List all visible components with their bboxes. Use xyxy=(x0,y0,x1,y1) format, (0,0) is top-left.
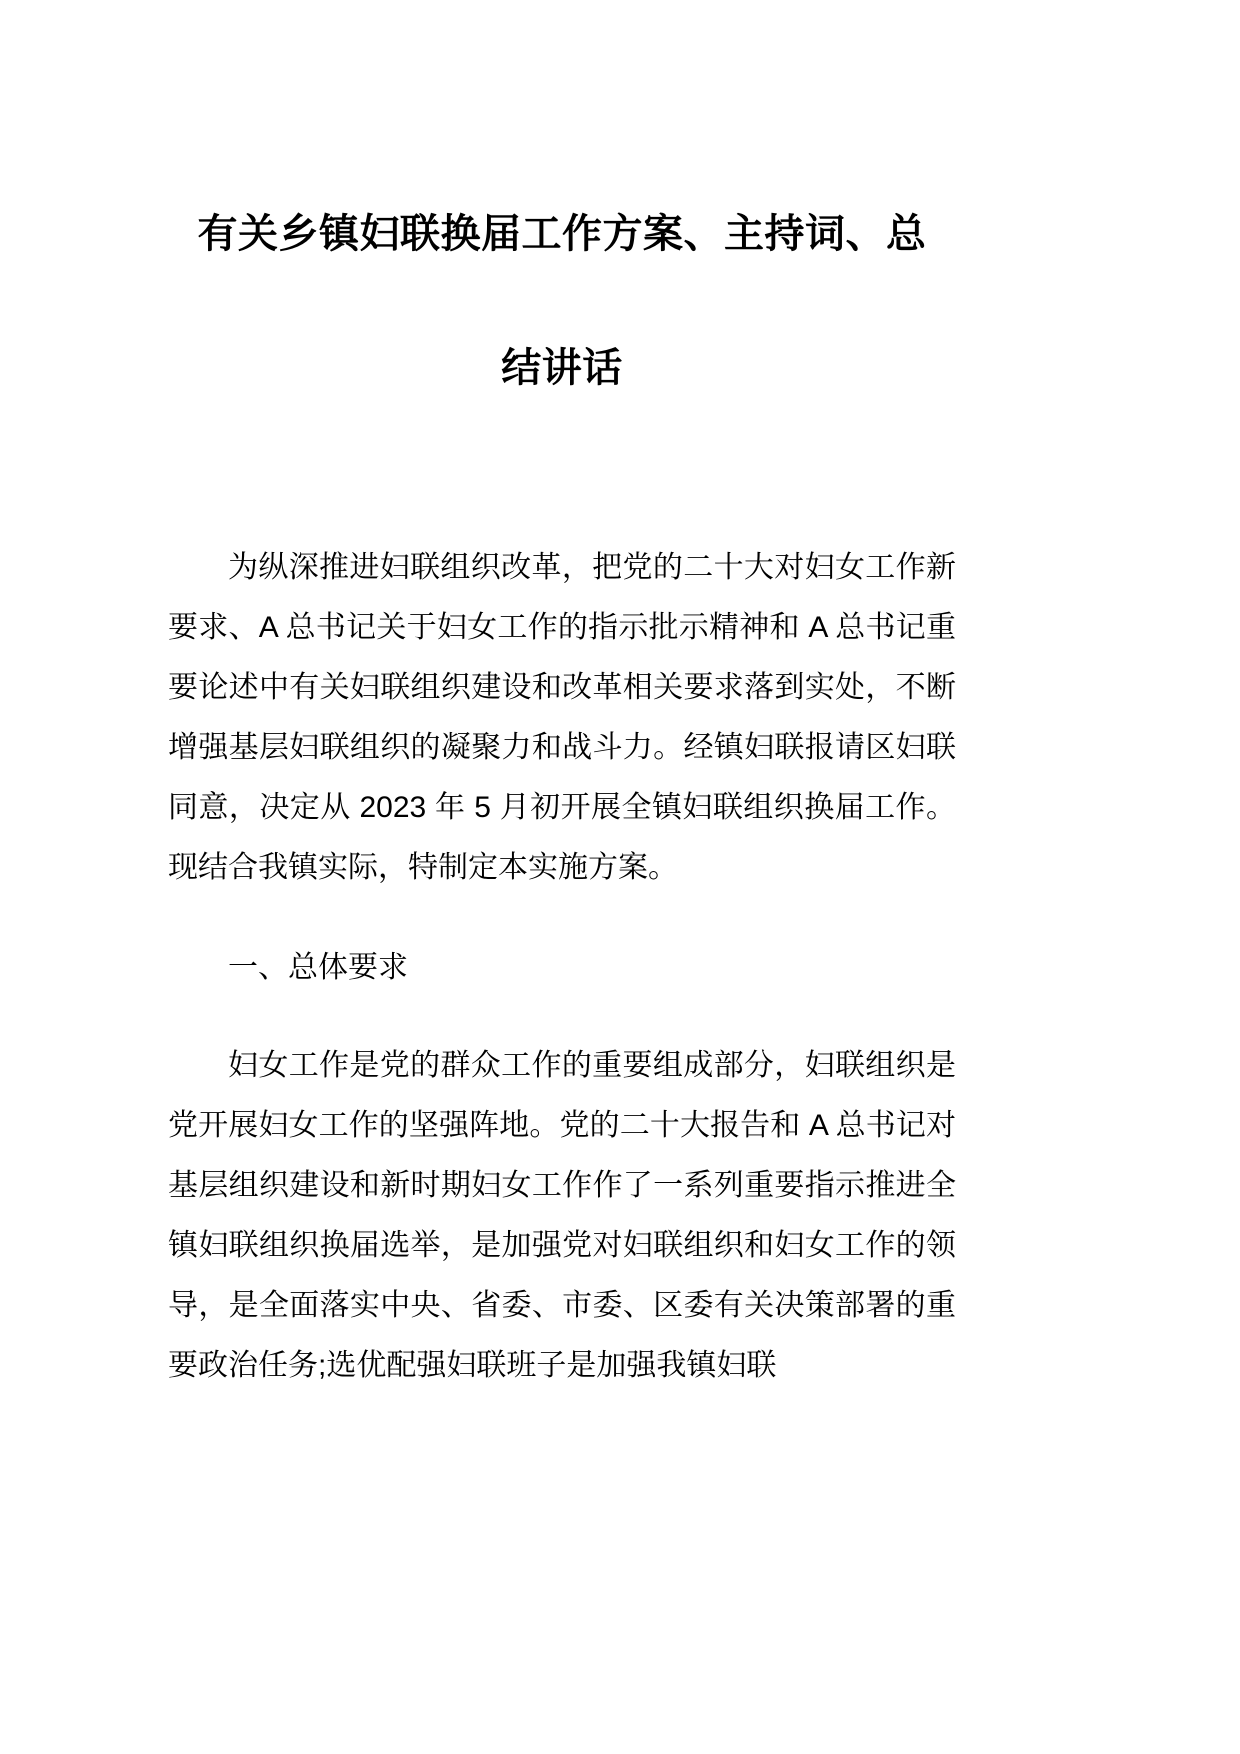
body-paragraph-overall-requirements: 妇女工作是党的群众工作的重要组成部分，妇联组织是党开展妇女工作的坚强阵地。党的二十大报告和 A 总书记对基层组织建设和新时期妇女工作作了一系列重要指示推进全镇妇联组织换届选举，是加强党对妇联组织和妇女工作的领导，是全面落实中央、省委、市委、区委有关决策部署的重要政治任务;选优配强妇联班子是加强我镇妇联 xyxy=(168,1049,956,1382)
section-heading-overall-requirements: 一、总体要求 xyxy=(228,951,408,984)
page-title xyxy=(168,0,956,434)
document-body xyxy=(168,538,956,1396)
page-content xyxy=(168,0,956,1396)
page-title-line-2: 结讲话 xyxy=(501,346,623,390)
page-title-line-1: 有关乡镇妇联换届工作方案、主持词、总 xyxy=(197,212,927,256)
body-paragraph-intro: 为纵深推进妇联组织改革，把党的二十大对妇女工作新要求、A 总书记关于妇女工作的指示批示精神和 A 总书记重要论述中有关妇联组织建设和改革相关要求落到实处，不断增强基层妇联组织的凝聚力和战斗力。经镇妇联报请区妇联同意，决定从 2023 年 5 月初开展全镇妇联组织换届工作。现结合我镇实际，特制定本实施方案。 xyxy=(168,551,956,884)
